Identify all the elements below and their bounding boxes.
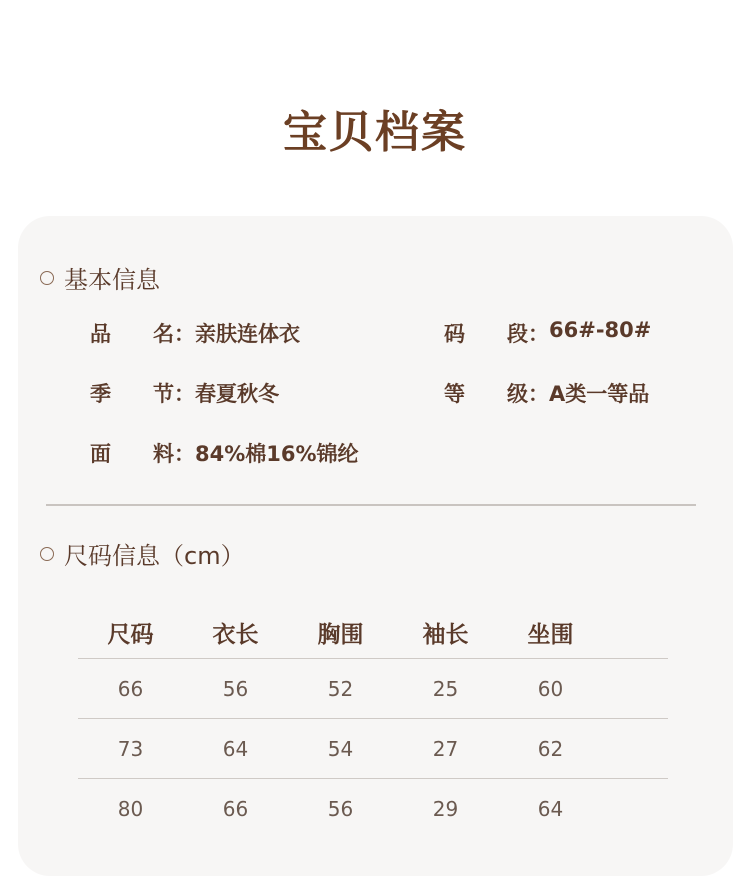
column-header: 袖长 bbox=[422, 621, 469, 648]
table-row bbox=[78, 658, 668, 718]
info-row-grade bbox=[444, 378, 649, 408]
column-header: 胸围 bbox=[317, 621, 364, 648]
info-row-name bbox=[90, 318, 300, 348]
info-value: 84%棉16%锦纶 bbox=[195, 442, 359, 466]
basic-info-heading bbox=[40, 260, 160, 295]
table-cell: 64 bbox=[222, 736, 249, 761]
table-cell: 66 bbox=[117, 676, 144, 701]
table-cell: 62 bbox=[537, 736, 564, 761]
column-header: 衣长 bbox=[212, 621, 259, 648]
product-info-card bbox=[18, 216, 733, 876]
circle-bullet-icon bbox=[40, 547, 54, 561]
info-row-size-range bbox=[444, 318, 651, 348]
info-value: 春夏秋冬 bbox=[195, 382, 279, 406]
table-cell: 29 bbox=[432, 796, 459, 821]
table-row bbox=[78, 778, 668, 838]
info-value: A类一等品 bbox=[549, 382, 650, 406]
table-cell: 56 bbox=[327, 796, 354, 821]
info-value: 亲肤连体衣 bbox=[195, 322, 300, 346]
info-value: 66#-80# bbox=[549, 318, 652, 342]
table-cell: 64 bbox=[537, 796, 564, 821]
table-cell: 73 bbox=[117, 736, 144, 761]
page-title: 宝贝档案 bbox=[283, 107, 467, 158]
basic-info-title: 基本信息 bbox=[64, 266, 160, 294]
info-label: 品 名： bbox=[90, 322, 195, 346]
table-cell: 52 bbox=[327, 676, 354, 701]
column-header: 坐围 bbox=[527, 621, 574, 648]
table-cell: 60 bbox=[537, 676, 564, 701]
size-info-title: 尺码信息（cm） bbox=[64, 542, 245, 570]
table-cell: 27 bbox=[432, 736, 459, 761]
column-header: 尺码 bbox=[107, 621, 154, 648]
info-row-season bbox=[90, 378, 279, 408]
info-label: 码 段： bbox=[444, 322, 549, 346]
table-header-row bbox=[78, 606, 668, 658]
info-label: 等 级： bbox=[444, 382, 549, 406]
table-cell: 56 bbox=[222, 676, 249, 701]
info-label: 面 料： bbox=[90, 442, 195, 466]
table-cell: 54 bbox=[327, 736, 354, 761]
info-row-fabric bbox=[90, 438, 359, 468]
info-label: 季 节： bbox=[90, 382, 195, 406]
size-info-heading bbox=[40, 536, 245, 571]
section-divider bbox=[46, 504, 696, 506]
table-row bbox=[78, 718, 668, 778]
circle-bullet-icon bbox=[40, 271, 54, 285]
size-table bbox=[78, 606, 668, 838]
table-cell: 25 bbox=[432, 676, 459, 701]
table-cell: 66 bbox=[222, 796, 249, 821]
table-cell: 80 bbox=[117, 796, 144, 821]
